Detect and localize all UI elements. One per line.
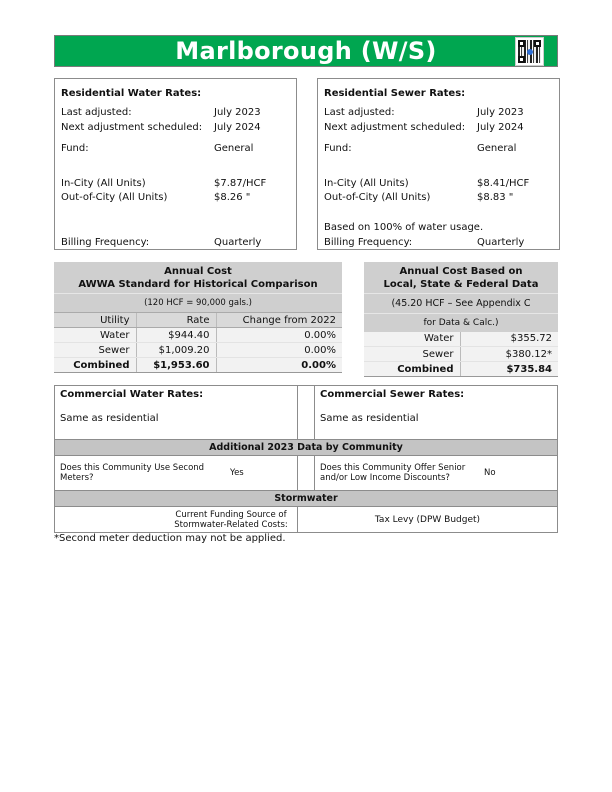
table-row: [364, 347, 558, 362]
change-cell: 0.00%: [216, 328, 342, 343]
in-city-value: $7.87/HCF: [214, 178, 267, 189]
table-row: [364, 332, 558, 347]
discounts-answer: No: [484, 468, 496, 478]
out-city-value: $8.26 ": [214, 192, 251, 203]
sewer-usage-note: Based on 100% of water usage.: [324, 222, 484, 233]
rate-cell: $380.12*: [460, 347, 558, 362]
residential-water-box: [54, 78, 297, 250]
rate-cell: $735.84: [460, 362, 558, 377]
second-meters-question: Does this Community Use Second Meters?: [60, 463, 205, 483]
fund-label: Fund:: [324, 143, 352, 154]
residential-water-title: Residential Water Rates:: [61, 88, 202, 99]
second-meters-cell: [55, 456, 298, 491]
next-adjustment-value: July 2024: [477, 122, 524, 133]
second-meters-answer: Yes: [230, 468, 244, 478]
utility-cell: Sewer: [364, 347, 460, 362]
table-row-combined: [54, 358, 342, 373]
commercial-sewer-cell: [315, 386, 558, 440]
last-adjusted-label: Last adjusted:: [61, 107, 132, 118]
in-city-label: In-City (All Units): [324, 178, 409, 189]
local-title-line1: Annual Cost Based on: [399, 266, 523, 277]
local-title-line2: Local, State & Federal Data: [383, 279, 539, 290]
qr-code-icon: [516, 38, 543, 65]
additional-data-band: Additional 2023 Data by Community: [55, 440, 558, 456]
page-title: Marlborough (W/S): [175, 37, 437, 65]
footnote: *Second meter deduction may not be applied.: [54, 533, 286, 544]
rate-cell: $355.72: [460, 332, 558, 347]
title-banner: [54, 35, 558, 67]
stormwater-band: Stormwater: [55, 491, 558, 507]
fund-value: General: [477, 143, 517, 154]
out-city-value: $8.83 ": [477, 192, 514, 203]
commercial-sewer-title: Commercial Sewer Rates:: [320, 389, 465, 400]
change-cell: 0.00%: [216, 343, 342, 358]
awwa-subtitle: (120 HCF = 90,000 gals.): [54, 294, 342, 313]
table-row: [54, 328, 342, 343]
out-city-label: Out-of-City (All Units): [61, 192, 168, 203]
utility-cell: Combined: [364, 362, 460, 377]
table-header-row: [54, 313, 342, 328]
last-adjusted-value: July 2023: [214, 107, 261, 118]
awwa-title-line2: AWWA Standard for Historical Comparison: [78, 279, 318, 290]
in-city-value: $8.41/HCF: [477, 178, 530, 189]
table-row: [54, 343, 342, 358]
last-adjusted-label: Last adjusted:: [324, 107, 395, 118]
awwa-title-line1: Annual Cost: [164, 266, 232, 277]
col-change: Change from 2022: [216, 313, 342, 328]
discounts-question: Does this Community Offer Senior and/or Low Income Discounts?: [320, 463, 466, 483]
local-subtitle-line2: for Data & Calc.): [364, 314, 558, 332]
local-subtitle-line1: (45.20 HCF – See Appendix C: [364, 294, 558, 314]
utility-cell: Water: [364, 332, 460, 347]
rate-cell: $1,953.60: [136, 358, 216, 373]
awwa-annual-cost-table: [54, 262, 342, 373]
rate-cell: $944.40: [136, 328, 216, 343]
utility-cell: Combined: [54, 358, 136, 373]
commercial-water-value: Same as residential: [60, 413, 159, 424]
billing-label: Billing Frequency:: [61, 237, 150, 248]
lower-section: [54, 385, 558, 533]
col-utility: Utility: [54, 313, 136, 328]
next-adjustment-label: Next adjustment scheduled:: [324, 122, 466, 133]
fund-label: Fund:: [61, 143, 89, 154]
utility-cell: Sewer: [54, 343, 136, 358]
billing-value: Quarterly: [477, 237, 525, 248]
residential-sewer-title: Residential Sewer Rates:: [324, 88, 466, 99]
commercial-water-title: Commercial Water Rates:: [60, 389, 204, 400]
change-cell: 0.00%: [216, 358, 342, 373]
stormwater-funding-label: Current Funding Source of Stormwater-Related Costs:: [174, 509, 288, 530]
fund-value: General: [214, 143, 254, 154]
col-rate: Rate: [136, 313, 216, 328]
commercial-water-cell: [55, 386, 298, 440]
commercial-sewer-value: Same as residential: [320, 413, 419, 424]
residential-sewer-box: [317, 78, 560, 250]
in-city-label: In-City (All Units): [61, 178, 146, 189]
discounts-cell: [315, 456, 558, 491]
rate-cell: $1,009.20: [136, 343, 216, 358]
table-row-combined: [364, 362, 558, 377]
last-adjusted-value: July 2023: [477, 107, 524, 118]
local-annual-cost-table: [364, 262, 558, 377]
billing-value: Quarterly: [214, 237, 262, 248]
billing-label: Billing Frequency:: [324, 237, 413, 248]
next-adjustment-label: Next adjustment scheduled:: [61, 122, 203, 133]
next-adjustment-value: July 2024: [214, 122, 261, 133]
utility-cell: Water: [54, 328, 136, 343]
out-city-label: Out-of-City (All Units): [324, 192, 431, 203]
stormwater-funding-value: Tax Levy (DPW Budget): [298, 507, 558, 533]
